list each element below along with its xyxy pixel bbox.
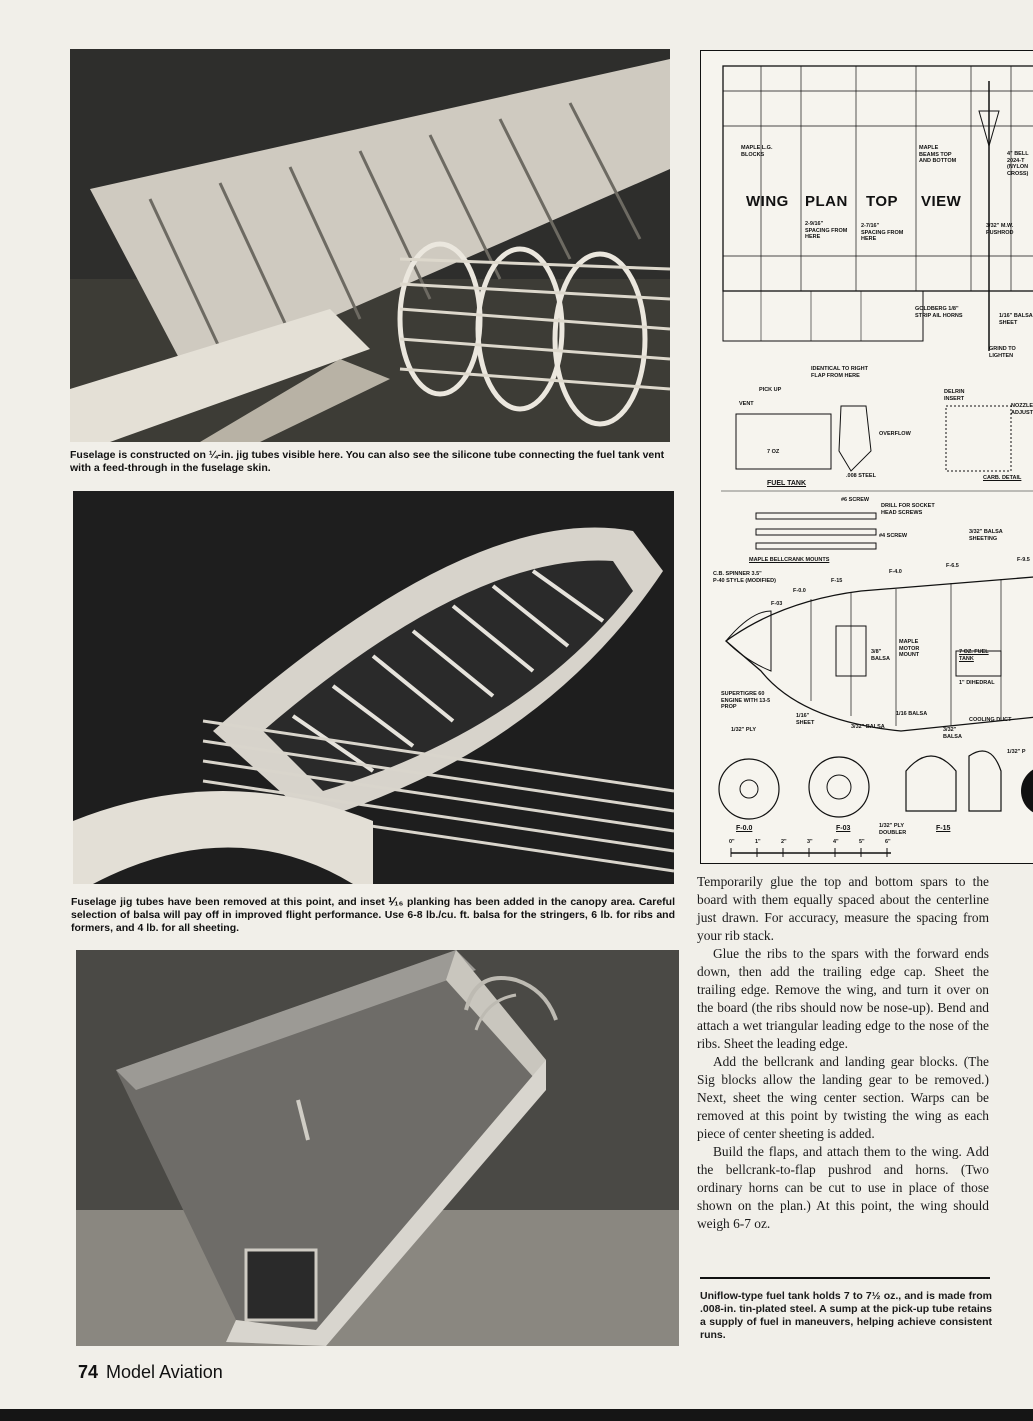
label-vent: VENT — [739, 401, 754, 407]
photo-3-caption: Uniflow-type fuel tank holds 7 to 7½ oz., and is made from .008-in. tin-plated steel. A sump at the pick-up tube retains a supply of fuel in maneuvers, helping achieve consistent runs. — [700, 1290, 992, 1341]
label-sheet16: 1/16" SHEET — [796, 713, 815, 726]
label-cooling: COOLING DUCT — [969, 717, 1012, 723]
label-maple-mounts: MAPLE BELLCRANK MOUNTS — [749, 557, 830, 563]
article-paragraph: Build the flaps, and attach them to the wing. Add the bellcrank-to-flap pushrod and horns. (Two ordinary horns can be cut to use in place of those shown on the plan.) At this point, the wing should weigh 6-7 oz. — [697, 1144, 989, 1231]
label-maple-beams: MAPLE BEAMS TOP AND BOTTOM — [919, 145, 957, 164]
article-paragraph: Glue the ribs to the spars with the forward ends down, then add the trailing edge cap. Sheet the trailing edge. Remove the wing, and turn it over on the board (the ribs should now be nose-up). Bend and attach a wet triangular leading edge to the nose of the ribs. Sheet the leading edge. — [697, 946, 989, 1051]
label-maple-lg: MAPLE L.G. BLOCKS — [741, 145, 773, 158]
page-folio — [78, 1362, 223, 1383]
label-identical: IDENTICAL TO RIGHT FLAP FROM HERE — [811, 366, 868, 379]
label-drill: DRILL FOR SOCKET HEAD SCREWS — [881, 503, 935, 516]
label-steel: .008 STEEL — [846, 473, 876, 479]
label-f95: F-9.5 — [1017, 557, 1030, 563]
label-balsa38: 3/8" BALSA — [871, 649, 890, 662]
photo-fuel-tank — [76, 950, 679, 1346]
label-f40: F-4.0 — [889, 569, 902, 575]
label-balsa332b: 3/32" BALSA — [943, 727, 962, 740]
label-nozzle: NOZZLE ADJUST — [1011, 403, 1033, 416]
label-f03: F-03 — [836, 825, 851, 832]
label-7oz: 7 OZ — [767, 449, 780, 455]
label-overflow: OVERFLOW — [879, 431, 911, 437]
label-spinner: C.B. SPINNER 3.5" P-40 STYLE (MODIFIED) — [713, 571, 776, 584]
label-f15: F-15 — [936, 825, 951, 832]
scale-tick-3: 3" — [807, 839, 813, 845]
label-goldberg: GOLDBERG 1/8" STRIP AIL HORNS — [915, 306, 963, 319]
plan-title-plan: PLAN — [805, 193, 848, 210]
label-doubler: 1/32" PLY DOUBLER — [879, 823, 907, 836]
label-pushrod: 3/32" M.W. PUSHROD — [986, 223, 1014, 236]
label-fuel7: 7 OZ. FUEL TANK — [959, 649, 989, 662]
scale-tick-1: 1" — [755, 839, 761, 845]
label-delrin: DELRIN INSERT — [944, 389, 965, 402]
article-body — [697, 873, 989, 1233]
photo-2-caption: Fuselage jig tubes have been removed at this point, and inset ⅟₁₆ planking has been added in the canopy area. Careful selection of balsa will pay off in improved flight performance. Use 6-8 lb./cu. ft. balsa for the stringers, 6 lb. for ribs and formers, and 4 lb. for all sheeting. — [71, 896, 675, 934]
scale-tick-5: 5" — [859, 839, 865, 845]
scale-tick-2: 2" — [781, 839, 787, 845]
article-paragraph: Temporarily glue the top and bottom spars to the board with them equally spaced about the centerline just drawn. For accuracy, measure the spacing from your rib stack. — [697, 874, 989, 943]
label-grind: GRIND TO LIGHTEN — [989, 346, 1016, 359]
label-screw6: #6 SCREW — [841, 497, 870, 503]
caption-divider — [700, 1277, 990, 1279]
label-spacing-2: 2-7/16" SPACING FROM HERE — [861, 223, 904, 242]
label-motor-mount: MAPLE MOTOR MOUNT — [899, 639, 920, 658]
photo-inset-planking — [73, 491, 674, 884]
plan-title-wing: WING — [746, 193, 789, 210]
label-carb: CARB. DETAIL — [983, 475, 1022, 481]
photo-fuselage-jig-tubes — [70, 49, 670, 442]
plan-title-view: VIEW — [921, 193, 962, 210]
label-f15-top: F-15 — [831, 578, 843, 584]
label-balsa116: 1/16 BALSA — [896, 711, 928, 717]
label-f00-top: F-0.0 — [793, 588, 806, 594]
label-balsa332: 3/32" BALSA — [851, 724, 885, 730]
scale-tick-0: 0" — [729, 839, 735, 845]
label-spacing-1: 2-9/16" SPACING FROM HERE — [805, 221, 848, 240]
label-f03-top: F-03 — [771, 601, 783, 607]
page-number: 74 — [78, 1362, 99, 1382]
label-bell: 4" BELL 2024-T (NYLON CROSS) — [1007, 151, 1029, 177]
label-f00: F-0.0 — [736, 825, 753, 832]
photo-1-caption: Fuselage is constructed on ¼-in. jig tubes visible here. You can also see the silicone tube connecting the fuel tank vent with a feed-through in the fuselage skin. — [70, 449, 665, 474]
label-ply132b: 1/32" P — [1007, 749, 1026, 755]
scale-tick-6: 6" — [885, 839, 891, 845]
label-ply132: 1/32" PLY — [731, 727, 757, 733]
label-pickup: PICK UP — [759, 387, 782, 393]
label-sheeting: 3/32" BALSA SHEETING — [969, 529, 1003, 542]
label-screw4: #4 SCREW — [879, 533, 908, 539]
label-supertigre: SUPERTIGRE 60 ENGINE WITH 13-5 PROP — [721, 691, 771, 710]
scan-edge — [0, 1409, 1033, 1421]
scale-tick-4: 4" — [833, 839, 839, 845]
plan-title-top: TOP — [866, 193, 899, 210]
wing-plan-drawing — [700, 50, 1033, 864]
label-dihedral: 1" DIHEDRAL — [959, 680, 995, 686]
article-paragraph: Add the bellcrank and landing gear blocks. (The Sig blocks allow the landing gear to be removed.) Next, sheet the wing center section. Warps can be removed at this point by twisting the wing as each piece of center sheeting is added. — [697, 1054, 989, 1141]
label-f65: F-6.5 — [946, 563, 959, 569]
magazine-name: Model Aviation — [106, 1362, 223, 1382]
label-balsa-sheet: 1/16" BALSA SHEET — [999, 313, 1033, 326]
label-fuel-tank: FUEL TANK — [767, 480, 807, 487]
